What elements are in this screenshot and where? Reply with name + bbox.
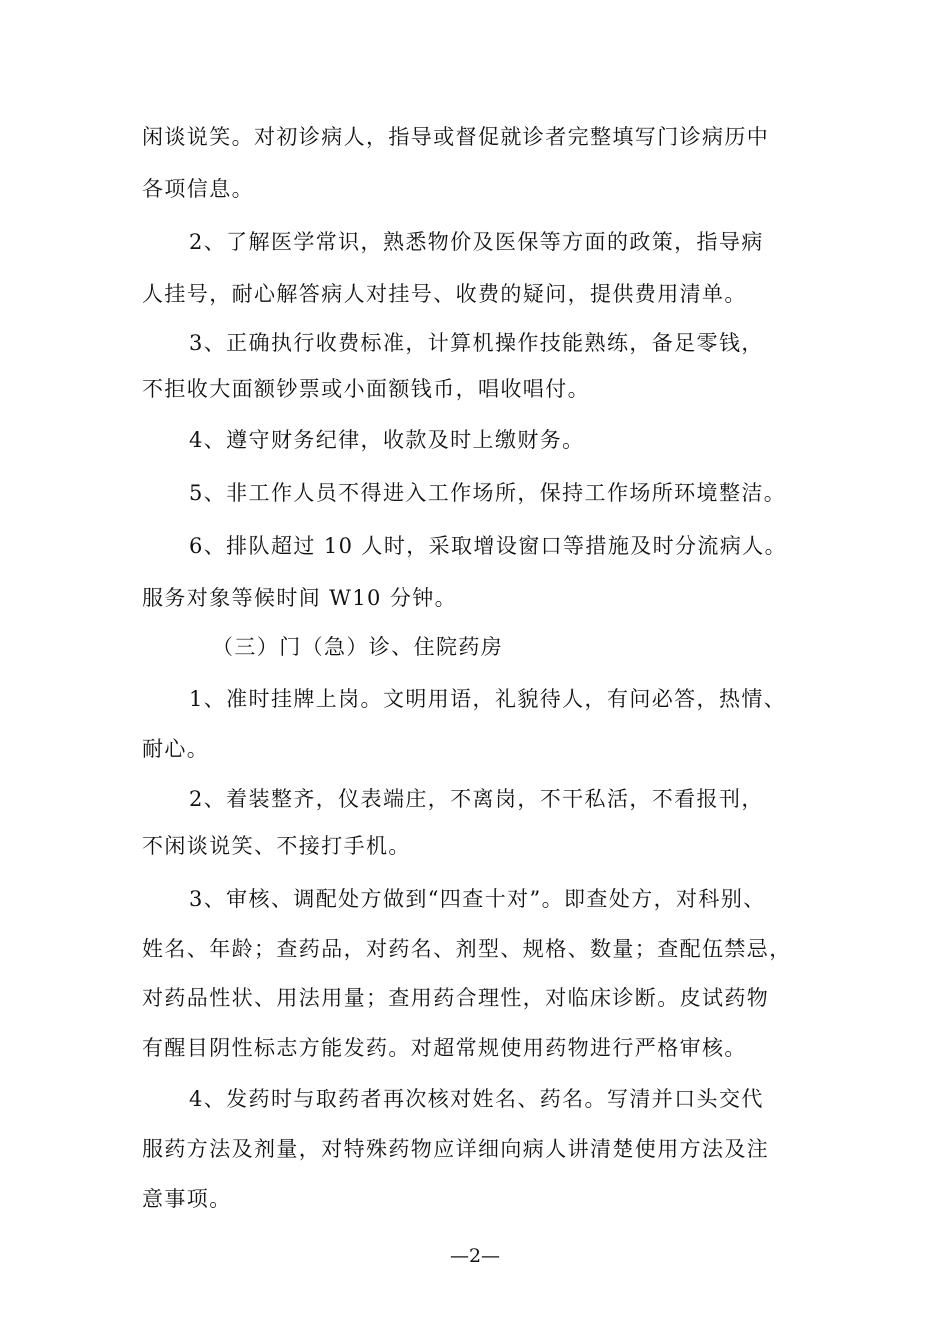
text-line-5: 3、正确执行收费标准，计算机操作技能熟练，备足零钱， <box>189 331 764 355</box>
text-line-8: 5、非工作人员不得进入工作场所，保持工作场所环境整洁。 <box>189 481 787 505</box>
text-line-22: 意事项。 <box>142 1187 232 1211</box>
text-line-10: 服务对象等候时间 W10 分钟。 <box>142 586 458 610</box>
text-line-13: 耐心。 <box>142 737 210 761</box>
section-heading: （三）门（急）诊、住院药房 <box>212 635 504 659</box>
text-line-18: 对药品性状、用法用量；查用药合理性，对临床诊断。皮试药物 <box>142 986 770 1010</box>
text-line-16: 3、审核、调配处方做到“四查十对”。即查处方，对科别、 <box>189 887 766 911</box>
text-line-19: 有醒目阴性标志方能发药。对超常规使用药物进行严格审核。 <box>142 1036 747 1060</box>
text-line-21: 服药方法及剂量，对特殊药物应详细向病人讲清楚使用方法及注 <box>142 1137 770 1161</box>
text-line-20: 4、发药时与取药者再次核对姓名、药名。写清并口头交代 <box>189 1087 764 1111</box>
text-line-15: 不闲谈说笑、不接打手机。 <box>142 834 411 858</box>
text-line-1: 闲谈说笑。对初诊病人，指导或督促就诊者完整填写门诊病历中 <box>142 125 770 149</box>
text-line-9: 6、排队超过 10 人时，采取增设窗口等措施及时分流病人。 <box>189 534 788 558</box>
text-line-12: 1、准时挂牌上岗。文明用语，礼貌待人，有问必答，热情、 <box>189 687 787 711</box>
text-line-3: 2、了解医学常识，熟悉物价及医保等方面的政策，指导病 <box>189 230 764 254</box>
text-line-7: 4、遵守财务纪律，收款及时上缴财务。 <box>189 428 585 452</box>
text-line-6: 不拒收大面额钞票或小面额钱币，唱收唱付。 <box>142 377 590 401</box>
text-line-2: 各项信息。 <box>142 177 254 201</box>
text-line-4: 人挂号，耐心解答病人对挂号、收费的疑问，提供费用清单。 <box>142 282 747 306</box>
text-line-17: 姓名、年龄；查药品，对药名、剂型、规格、数量；查配伍禁忌， <box>142 937 792 961</box>
text-line-14: 2、着装整齐，仪表端庄，不离岗，不干私活，不看报刊， <box>189 787 764 811</box>
page-number: —2— <box>449 1245 501 1267</box>
